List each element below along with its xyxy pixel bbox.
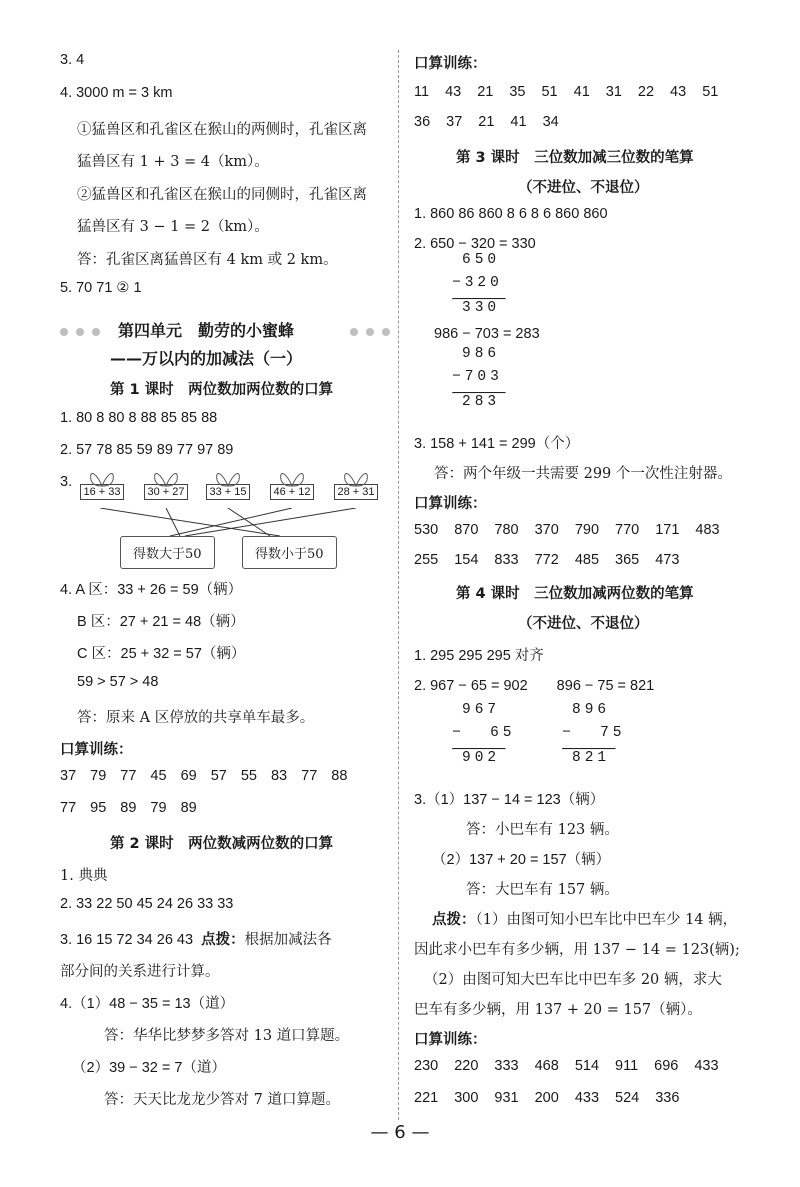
matching-line	[228, 508, 270, 536]
answer-text: 答：天天比龙龙少答对 7 道口算题。	[104, 1092, 340, 1108]
decor-dots-right	[350, 328, 390, 336]
answer-text: 答：小巴车有 123 辆。	[466, 822, 619, 838]
answer-line: 1. 295 295 295 对齐	[414, 648, 544, 664]
tip-label: 点拨：	[432, 912, 476, 928]
unit-subtitle: ——万以内的加减法（一）	[110, 349, 303, 368]
box-greater-than-50: 得数大于50	[120, 536, 215, 569]
butterfly-expression: 46 + 12	[270, 484, 314, 500]
oral-row: 230 220 333 468 514 911 696 433	[414, 1058, 719, 1074]
butterfly-card	[80, 466, 124, 500]
answer-line: （2）137 + 20 = 157（辆）	[432, 852, 611, 868]
butterfly-expression: 28 + 31	[334, 484, 378, 500]
page-number: — 6 —	[370, 1122, 430, 1143]
text-line: 猛兽区有 3 − 1 = 2（km）。	[77, 219, 269, 235]
oral-row: 221 300 931 200 433 524 336	[414, 1090, 680, 1106]
butterfly-expression: 30 + 27	[144, 484, 188, 500]
answer-5: 5. 70 71 ② 1	[60, 280, 142, 296]
oral-row: 37 79 77 45 69 57 55 83 77 88	[60, 768, 348, 784]
oral-training-label: 口算训练：	[414, 56, 487, 72]
lesson-title: 第 3 课时 三位数加减三位数的笔算	[456, 150, 694, 166]
answer-line: 1. 860 86 860 8 6 8 6 860 860	[414, 206, 608, 222]
butterfly-card	[206, 466, 250, 500]
lesson-subtitle: （不进位、不退位）	[518, 180, 649, 196]
tip-line: （2）由图可知大巴车比中巴车多 20 辆，求大	[424, 972, 722, 988]
text-line: 猛兽区有 1 + 3 = 4（km）。	[77, 154, 269, 170]
oral-training-label: 口算训练：	[414, 1032, 487, 1048]
answer-text: 答：原来 A 区停放的共享单车最多。	[77, 710, 315, 726]
matching-lines	[60, 508, 390, 542]
answer-line: 4. A 区：33 + 26 = 59（辆）	[60, 582, 243, 598]
answer-line: （2）39 − 32 = 7（道）	[72, 1060, 226, 1076]
tip-line: 点拨：（1）由图可知小巴车比中巴车少 14 辆，	[432, 912, 738, 928]
answer-line: 3. 158 + 141 = 299（个）	[414, 436, 580, 452]
butterfly-card	[144, 466, 188, 500]
answer-line: 2. 967 − 65 = 902 896 − 75 = 821	[414, 678, 655, 694]
answer-line: 3.（1）137 − 14 = 123（辆）	[414, 792, 605, 808]
butterfly-expression: 16 + 33	[80, 484, 124, 500]
lesson-subtitle: （不进位、不退位）	[518, 616, 649, 632]
vertical-calculation: 650 −320 330	[452, 252, 506, 323]
oral-row: 530 870 780 370 790 770 171 483	[414, 522, 720, 538]
answer-label: 3.	[60, 474, 73, 490]
decor-dots-left	[60, 328, 100, 336]
oral-row: 255 154 833 772 485 365 473	[414, 552, 680, 568]
answer-line: 2. 57 78 85 59 89 77 97 89	[60, 442, 234, 458]
butterfly-expression: 33 + 15	[206, 484, 250, 500]
answer-line: B 区：27 + 21 = 48（辆）	[77, 614, 245, 630]
matching-line	[166, 508, 180, 536]
lesson-title: 第 1 课时 两位数加两位数的口算	[110, 382, 334, 398]
oral-row: 77 95 89 79 89	[60, 800, 197, 816]
answer-text: 答：大巴车有 157 辆。	[466, 882, 619, 898]
answer-3: 3. 4	[60, 52, 85, 68]
text-line: ①猛兽区和孔雀区在猴山的两侧时，孔雀区离	[77, 122, 367, 138]
answer-line: 1. 80 8 80 8 88 85 85 88	[60, 410, 218, 426]
butterfly-card	[270, 466, 314, 500]
vertical-calculation: 967 − 65 902	[452, 702, 516, 766]
oral-row: 36 37 21 41 34	[414, 114, 559, 130]
tip-line: 巴车有多少辆，用 137 + 20 = 157（辆）。	[414, 1002, 702, 1018]
tip-line: 因此求小巴车有多少辆，用 137 − 14 = 123(辆);	[414, 942, 740, 958]
answer-line: 986 − 703 = 283	[434, 326, 540, 342]
answer-line: 2. 650 − 320 = 330	[414, 236, 536, 252]
answer-line: 2. 33 22 50 45 24 26 33 33	[60, 896, 234, 912]
answer-line: C 区：25 + 32 = 57（辆）	[77, 646, 246, 662]
answer-line: 4.（1）48 − 35 = 13（道）	[60, 996, 235, 1012]
answer-text: 答：两个年级一共需要 299 个一次性注射器。	[434, 466, 732, 482]
answer-text: 答：华华比梦梦多答对 13 道口算题。	[104, 1028, 350, 1044]
oral-training-label: 口算训练：	[414, 496, 487, 512]
vertical-calculation: 896 − 75 821	[562, 702, 626, 766]
butterfly-card	[334, 466, 378, 500]
answer-line: 3. 16 15 72 34 26 43 点拨：根据加减法各	[60, 932, 332, 948]
tip-label: 点拨：	[201, 932, 245, 948]
lesson-title: 第 4 课时 三位数加减两位数的笔算	[456, 586, 694, 602]
column-divider	[398, 50, 399, 1120]
oral-row: 11 43 21 35 51 41 31 22 43 51	[414, 84, 719, 100]
lesson-title: 第 2 课时 两位数减两位数的口算	[110, 836, 334, 852]
unit-title: 第四单元 勤劳的小蜜蜂	[118, 321, 295, 340]
vertical-calculation: 986 −703 283	[452, 346, 506, 417]
matching-line	[185, 508, 356, 536]
oral-training-label: 口算训练：	[60, 742, 133, 758]
answer-4: 4. 3000 m = 3 km	[60, 85, 173, 101]
answer-line: 59 > 57 > 48	[77, 674, 159, 690]
box-less-than-50: 得数小于50	[242, 536, 337, 569]
answer-text: 答：孔雀区离猛兽区有 4 km 或 2 km。	[77, 252, 338, 268]
text-line: ②猛兽区和孔雀区在猴山的同侧时，孔雀区离	[77, 187, 367, 203]
answer-line: 1. 典典	[60, 868, 108, 884]
text-line: 部分间的关系进行计算。	[60, 964, 220, 980]
